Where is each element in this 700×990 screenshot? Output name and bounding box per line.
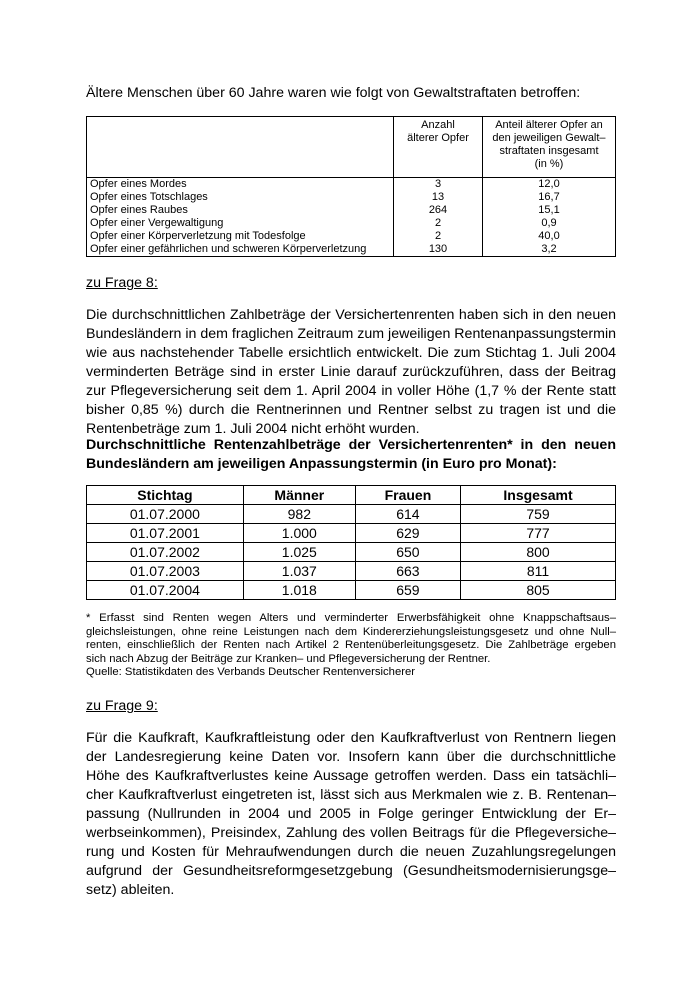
victim-count: 264 <box>428 204 448 216</box>
victim-label: Opfer eines Raubes <box>90 204 188 216</box>
table-row <box>87 581 616 600</box>
victims-table-body <box>87 178 616 257</box>
table-cell: 01.07.2003 <box>87 562 244 581</box>
table-cell: 629 <box>355 524 460 543</box>
paragraph-line: rung und Kosten für Mehraufwendungen durch die neuen Zuzahlungsregelungen <box>86 844 616 860</box>
pension-header-cell: Männer <box>243 486 355 505</box>
table-cell: 1.018 <box>243 581 355 600</box>
victims-header-count <box>394 117 483 178</box>
intro-text: Ältere Menschen über 60 Jahre waren wie folgt von Gewaltstraftaten betroffen: <box>86 85 581 101</box>
victims-header-share <box>483 117 616 178</box>
victim-share: 40,0 <box>538 230 560 242</box>
victim-share: 16,7 <box>538 191 560 203</box>
pension-header-row <box>87 486 616 505</box>
table-cell: 01.07.2004 <box>87 581 244 600</box>
footnote-line: renten, einschließlich der Renten nach Artikel 2 Rentenüberleitungsgesetz. Die Zahlbeträge ergeben <box>86 639 616 651</box>
header-line: den jeweiligen Gewalt– <box>492 132 606 144</box>
paragraph-line: der Landesregierung keine Daten vor. Insofern kann über die durchschnittliche <box>86 749 616 765</box>
victim-count: 130 <box>428 243 448 255</box>
paragraph-line: Bundesländern in dem fraglichen Zeitraum zum jeweiligen Rentenanpassungstermin <box>86 326 616 342</box>
victims-table-header <box>87 117 616 178</box>
pension-header-cell: Frauen <box>355 486 460 505</box>
table-cell: 811 <box>461 562 616 581</box>
header-line: straftaten insgesamt <box>499 145 599 157</box>
footnote-line: gleichsleistungen, ohne reine Leistungen nach dem Kindererziehungsleistungsgesetz und ohne Null– <box>86 625 616 638</box>
footnote-line: * Erfasst sind Renten wegen Alters und verminderter Erwerbsfähigkeit ohne Knappschaftsaus– <box>86 612 616 624</box>
table-cell: 777 <box>461 524 616 543</box>
table-row <box>87 505 616 524</box>
paragraph-line: werbseinkommen), Preisindex, Zahlung des vollen Beitrags für die Pflegeversiche– <box>86 825 616 841</box>
footnote <box>86 612 616 680</box>
table-cell: 01.07.2000 <box>87 505 244 524</box>
victim-label: Opfer eines Mordes <box>90 178 187 190</box>
table-cell: 1.000 <box>243 524 355 543</box>
paragraph-line: verminderten Beträge sind in erster Linie darauf zurückzuführen, dass der Beitrag <box>86 364 616 380</box>
table-cell: 650 <box>355 543 460 562</box>
table-cell: 800 <box>461 543 616 562</box>
pension-header-cell: Stichtag <box>87 486 244 505</box>
paragraph-line: bisher 0,85 %) durch die Rentnerinnen und Rentner selbst zu tragen ist und die <box>86 402 616 418</box>
table-cell: 805 <box>461 581 616 600</box>
table-row <box>87 562 616 581</box>
pension-table <box>86 485 616 600</box>
victim-count: 13 <box>431 191 445 203</box>
pension-table-title <box>86 436 616 474</box>
table-cell: 01.07.2002 <box>87 543 244 562</box>
frage8-paragraph <box>86 306 616 439</box>
table-cell: 1.025 <box>243 543 355 562</box>
paragraph-line: wie aus nachstehender Tabelle ersichtlich entwickelt. Die zum Stichtag 1. Juli 2004 <box>86 345 616 361</box>
victims-table <box>86 116 616 257</box>
header-line: Anteil älterer Opfer an <box>495 119 603 131</box>
victim-share: 15,1 <box>538 204 560 216</box>
table-cell: 759 <box>461 505 616 524</box>
victims-shares <box>483 178 616 257</box>
paragraph-line: passung (Nullrunden in 2004 und 2005 in Folge geringer Entwicklung der Er– <box>86 806 616 822</box>
footnote-source: Quelle: Statistikdaten des Verbands Deutscher Rentenversicherer <box>86 666 416 678</box>
table-cell: 614 <box>355 505 460 524</box>
frage9-heading: zu Frage 9: <box>86 698 158 714</box>
title-line: Durchschnittliche Rentenzahlbeträge der Versichertenrenten* in den neuen <box>86 437 616 453</box>
title-line: Bundesländern am jeweiligen Anpassungstermin (in Euro pro Monat): <box>86 456 557 472</box>
victim-share: 0,9 <box>541 217 557 229</box>
victim-label: Opfer einer Vergewaltigung <box>90 217 224 229</box>
table-cell: 659 <box>355 581 460 600</box>
victim-label: Opfer einer gefährlichen und schweren Körperverletzung <box>90 243 367 255</box>
victims-counts <box>394 178 483 257</box>
paragraph-line: Höhe des Kaufkraftverlustes keine Aussage getroffen werden. Dass ein tatsächli– <box>86 768 616 784</box>
frage9-paragraph <box>86 729 616 900</box>
paragraph-line: setz) ableiten. <box>86 882 175 898</box>
victim-share: 3,2 <box>541 243 557 255</box>
victim-label: Opfer eines Totschlages <box>90 191 208 203</box>
table-cell: 982 <box>243 505 355 524</box>
pension-header-cell: Insgesamt <box>461 486 616 505</box>
footnote-line: sich nach Abzug der Beiträge zur Kranken– und Pflegeversicherung der Rentner. <box>86 652 491 665</box>
victims-header-empty <box>87 117 394 178</box>
victim-count: 3 <box>434 178 442 190</box>
victim-count: 2 <box>434 217 442 229</box>
paragraph-line: Für die Kaufkraft, Kaufkraftleistung oder den Kaufkraftverlust von Rentnern liegen <box>86 730 616 746</box>
paragraph-line: cher Kaufkraftverlust eingetreten ist, lässt sich aus Merkmalen wie z. B. Rentenan– <box>86 787 616 803</box>
header-line: älterer Opfer <box>407 132 469 144</box>
table-cell: 1.037 <box>243 562 355 581</box>
header-line: Anzahl <box>421 119 455 131</box>
paragraph-line: aufgrund der Gesundheitsreformgesetzgebung (Gesundheitsmodernisierungsge– <box>86 863 616 879</box>
victim-count: 2 <box>434 230 442 242</box>
paragraph-line: Die durchschnittlichen Zahlbeträge der Versichertenrenten haben sich in den neuen <box>86 307 616 323</box>
table-row <box>87 524 616 543</box>
table-row <box>87 543 616 562</box>
header-line: (in %) <box>534 158 564 170</box>
victim-label: Opfer einer Körperverletzung mit Todesfolge <box>90 230 306 242</box>
table-cell: 663 <box>355 562 460 581</box>
victim-share: 12,0 <box>538 178 560 190</box>
frage8-heading: zu Frage 8: <box>86 275 158 291</box>
paragraph-line: Rentenbeträge zum 1. Juli 2004 nicht erhöht wurden. <box>86 421 420 437</box>
paragraph-line: zur Pflegeversicherung seit dem 1. April 2004 in voller Höhe (1,7 % der Rente statt <box>86 383 616 399</box>
victims-labels <box>87 178 394 257</box>
table-cell: 01.07.2001 <box>87 524 244 543</box>
